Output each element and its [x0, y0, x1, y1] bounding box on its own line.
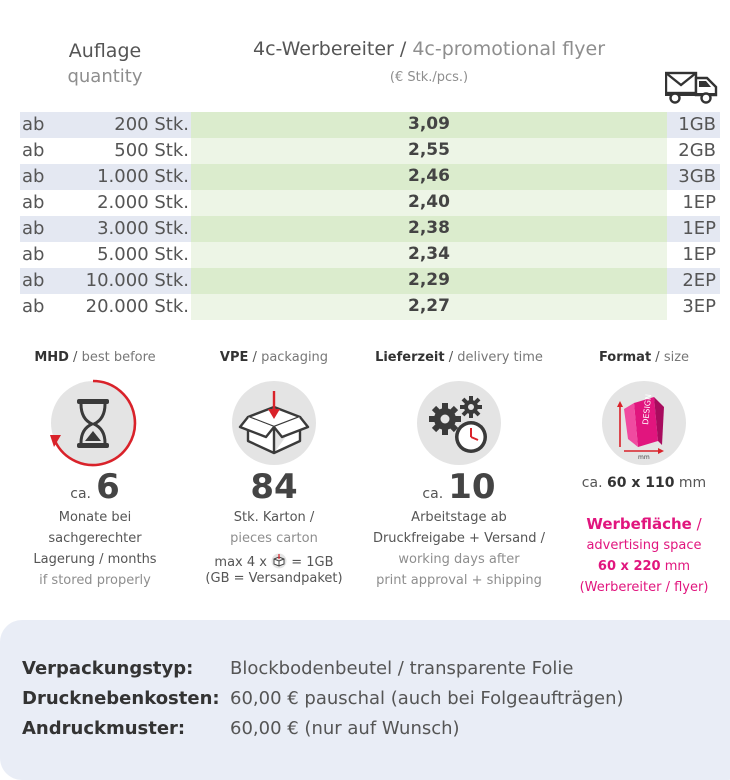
quantity-value: 3.000 Stk.	[97, 218, 189, 239]
truck-envelope-icon	[665, 68, 719, 104]
delivery-line4: print approval + shipping	[376, 573, 542, 588]
quantity-header-de: Auflage	[68, 40, 142, 62]
shipping-cell	[667, 138, 720, 164]
ab-label: ab	[22, 140, 45, 161]
table-row	[20, 138, 720, 164]
quantity-cell	[20, 216, 191, 242]
delivery-ca: ca.	[422, 486, 444, 502]
price-cell	[191, 242, 667, 268]
quantity-cell	[20, 190, 191, 216]
vpe-value: 84	[250, 467, 298, 507]
mhd-line4: if stored properly	[39, 573, 151, 588]
vpe-value-line	[183, 467, 365, 507]
vpe-line3b: = 1GB	[291, 555, 334, 570]
quantity-cell	[20, 112, 191, 138]
format-title-de: Format	[598, 350, 652, 365]
vpe-line1: Stk. Karton /	[233, 510, 315, 525]
table-row	[20, 242, 720, 268]
quantity-value: 10.000 Stk.	[85, 270, 189, 291]
mhd-line3: Lagerung / months	[33, 552, 157, 567]
mhd-line2: sachgerechter	[48, 531, 142, 546]
quantity-cell	[20, 138, 191, 164]
product-header	[190, 36, 668, 85]
table-row	[20, 268, 720, 294]
price-value: 2,46	[408, 166, 450, 186]
vpe-line3a: max 4 x	[214, 555, 267, 570]
shipping-cell	[667, 190, 720, 216]
price-cell	[191, 216, 667, 242]
table-row	[20, 112, 720, 138]
adv-space-en: advertising space	[586, 538, 702, 553]
quantity-cell	[20, 294, 191, 320]
shipping-cell	[667, 268, 720, 294]
detail-packaging-value: Blockbodenbeutel / transparente Folie	[230, 658, 574, 679]
adv-space-size	[553, 556, 730, 577]
vpe-column	[183, 350, 365, 586]
shipping-cell	[667, 112, 720, 138]
table-row	[20, 294, 720, 320]
price-value: 2,38	[408, 218, 450, 238]
price-value: 2,29	[408, 270, 450, 290]
format-title: Format / size	[598, 350, 690, 365]
quantity-value: 500 Stk.	[114, 140, 189, 161]
detail-extra-costs-value: 60,00 € pauschal (auch bei Folgeaufträgen)	[230, 688, 624, 709]
quantity-value: 20.000 Stk.	[85, 296, 189, 317]
flyer-dimension-icon	[598, 377, 690, 469]
delivery-title-de: Lieferzeit	[375, 350, 445, 365]
ab-label: ab	[22, 218, 45, 239]
delivery-line2: Druckfreigabe + Versand /	[372, 531, 546, 546]
detail-extra-costs-key: Drucknebenkosten:	[22, 688, 220, 709]
shipping-value: 1EP	[682, 244, 716, 265]
quantity-value: 2.000 Stk.	[97, 192, 189, 213]
delivery-value-line	[368, 467, 550, 507]
detail-packaging-key: Verpackungstyp:	[22, 658, 194, 679]
ab-label: ab	[22, 114, 45, 135]
vpe-title-en: packaging	[261, 350, 329, 365]
quantity-value: 1.000 Stk.	[97, 166, 189, 187]
detail-proof-value: 60,00 € (nur auf Wunsch)	[230, 718, 460, 739]
price-cell	[191, 138, 667, 164]
vpe-title-de: VPE	[219, 350, 249, 365]
adv-space-value: 60 x 220	[597, 559, 661, 574]
quantity-header	[40, 38, 170, 90]
vpe-line4: (GB = Versandpaket)	[205, 571, 343, 586]
format-size-unit: mm	[678, 475, 707, 491]
format-column	[553, 350, 730, 598]
quantity-cell	[20, 268, 191, 294]
ab-label: ab	[22, 166, 45, 187]
vpe-line3	[183, 553, 365, 571]
price-cell	[191, 164, 667, 190]
product-title	[190, 36, 668, 62]
table-row	[20, 216, 720, 242]
price-cell	[191, 112, 667, 138]
shipping-value: 1EP	[682, 218, 716, 239]
mhd-title: MHD / best before	[34, 350, 156, 365]
mhd-value: 6	[96, 467, 120, 507]
product-title-sep: /	[393, 38, 413, 60]
quantity-value: 5.000 Stk.	[97, 244, 189, 265]
adv-space-note: (Werbereiter / flyer)	[579, 580, 709, 595]
mhd-title-en: best before	[81, 350, 156, 365]
delivery-line1: Arbeitstage ab	[411, 510, 507, 525]
price-cell	[191, 268, 667, 294]
product-title-de: 4c-Werbereiter	[252, 38, 394, 60]
shipping-value: 2GB	[678, 140, 716, 161]
shipping-value: 3GB	[678, 166, 716, 187]
price-unit: (€ Stk./pcs.)	[389, 70, 469, 85]
flyer-icon-unit: mm	[638, 454, 650, 461]
ab-label: ab	[22, 244, 45, 265]
delivery-title: Lieferzeit / delivery time	[375, 350, 543, 365]
vpe-title: VPE / packaging	[219, 350, 329, 365]
shipping-value: 1GB	[678, 114, 716, 135]
delivery-value: 10	[448, 467, 496, 507]
flyer-icon-text: DESIGN	[641, 393, 654, 426]
mhd-title-de: MHD	[34, 350, 69, 365]
hourglass-icon	[49, 377, 141, 469]
format-title-en: size	[663, 350, 690, 365]
detail-proof-key: Andruckmuster:	[22, 718, 186, 739]
mhd-value-line	[4, 467, 186, 507]
price-value: 2,27	[408, 296, 450, 316]
price-value: 2,40	[408, 192, 450, 212]
shipping-value: 1EP	[682, 192, 716, 213]
price-value: 2,55	[408, 140, 450, 160]
price-cell	[191, 294, 667, 320]
quantity-cell	[20, 164, 191, 190]
delivery-line3: working days after	[398, 552, 520, 567]
shipping-cell	[667, 242, 720, 268]
shipping-cell	[667, 294, 720, 320]
quantity-header-en: quantity	[67, 66, 143, 87]
gears-clock-icon	[413, 377, 505, 469]
quantity-value: 200 Stk.	[114, 114, 189, 135]
delivery-title-en: delivery time	[457, 350, 543, 365]
adv-space-de: Werbefläche	[586, 515, 692, 533]
adv-space-unit: mm	[664, 559, 691, 574]
mhd-line3-en: months	[107, 552, 157, 567]
format-size-line	[553, 473, 730, 494]
table-row	[20, 190, 720, 216]
mhd-column	[4, 350, 186, 591]
mhd-ca: ca.	[70, 486, 91, 502]
adv-space-title: Werbefläche /	[586, 515, 702, 533]
box-icon	[228, 377, 320, 469]
price-cell	[191, 190, 667, 216]
shipping-value: 3EP	[682, 296, 716, 317]
format-size-value: 60 x 110	[606, 475, 675, 491]
shipping-cell	[667, 216, 720, 242]
shipping-value: 2EP	[682, 270, 716, 291]
shipping-cell	[667, 164, 720, 190]
format-size-ca: ca.	[581, 475, 603, 491]
product-title-en: 4c-promotional flyer	[412, 38, 605, 60]
ab-label: ab	[22, 296, 45, 317]
price-value: 2,34	[408, 244, 450, 264]
price-table	[20, 112, 720, 320]
ab-label: ab	[22, 192, 45, 213]
mhd-line1: Monate bei	[58, 510, 132, 525]
vpe-line2: pieces carton	[230, 531, 318, 546]
price-value: 3,09	[408, 114, 450, 134]
mhd-line3-de: Lagerung	[33, 552, 95, 567]
ab-label: ab	[22, 270, 45, 291]
quantity-cell	[20, 242, 191, 268]
delivery-column	[368, 350, 550, 591]
table-row	[20, 164, 720, 190]
small-box-icon	[271, 553, 287, 569]
